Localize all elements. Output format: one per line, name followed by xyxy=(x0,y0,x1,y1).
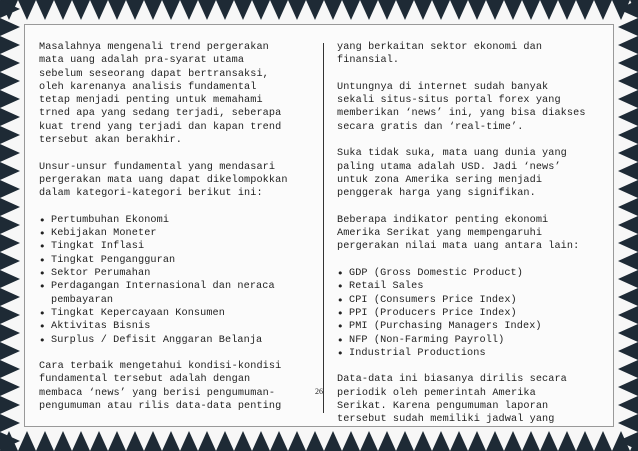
border-triangle xyxy=(180,0,198,20)
list-item: • PPI (Producers Price Index) xyxy=(337,307,593,320)
border-triangle xyxy=(162,0,180,20)
border-left xyxy=(0,0,22,451)
right-paragraph-3: Suka tidak suka, mata uang dunia yang paling utama adalah USD. Jadi ‘news’ untuk zona Amerika sering menjadi penggerak harga yang signifikan. xyxy=(337,148,567,200)
border-triangle xyxy=(0,126,20,144)
border-triangle xyxy=(126,0,144,20)
border-triangle xyxy=(618,180,638,198)
border-triangle xyxy=(618,432,638,450)
border-triangle xyxy=(90,431,108,451)
right-paragraph-5: Data-data ini biasanya dirilis secara periodik oleh pemerintah Amerika Serikat. Karena pengumuman laporan tersebut sudah memiliki jadwal yang xyxy=(337,374,567,426)
left-paragraph-2: Unsur-unsur fundamental yang mendasari pergerakan mata uang dapat dikelompokkan dalam kategori-kategori berikut ini: xyxy=(39,161,288,200)
border-triangle xyxy=(0,432,20,450)
border-triangle xyxy=(72,0,90,20)
list-item: • NFP (Non-Farming Payroll) xyxy=(337,334,593,347)
list-item: • Kebijakan Moneter xyxy=(39,227,315,240)
border-triangle xyxy=(0,360,20,378)
left-column xyxy=(39,41,315,427)
list-item: • Pertumbuhan Ekonomi xyxy=(39,214,315,227)
border-triangle xyxy=(36,431,54,451)
border-triangle xyxy=(324,0,342,20)
border-triangle xyxy=(144,431,162,451)
border-triangle xyxy=(468,0,486,20)
border-triangle xyxy=(252,431,270,451)
list-item: • Perdagangan Internasional dan neraca pembayaran xyxy=(39,280,315,307)
border-triangle xyxy=(90,0,108,20)
border-triangle xyxy=(36,0,54,20)
border-triangle xyxy=(618,234,638,252)
border-triangle xyxy=(270,431,288,451)
list-item: • GDP (Gross Domestic Product) xyxy=(337,267,593,280)
border-triangle xyxy=(450,0,468,20)
content-frame xyxy=(24,24,614,427)
border-triangle xyxy=(618,342,638,360)
border-triangle xyxy=(342,0,360,20)
border-triangle xyxy=(618,0,638,18)
border-triangle xyxy=(72,431,90,451)
border-triangle xyxy=(618,90,638,108)
border-triangle xyxy=(162,431,180,451)
border-triangle xyxy=(0,0,20,18)
border-triangle xyxy=(618,108,638,126)
border-triangle xyxy=(0,288,20,306)
list-item: • Tingkat Inflasi xyxy=(39,240,315,253)
border-triangle xyxy=(0,324,20,342)
border-triangle xyxy=(234,0,252,20)
border-triangle xyxy=(618,396,638,414)
border-triangle xyxy=(378,0,396,20)
border-triangle xyxy=(618,126,638,144)
list-item: • Retail Sales xyxy=(337,280,593,293)
border-triangle xyxy=(108,0,126,20)
border-triangle xyxy=(576,0,594,20)
border-triangle xyxy=(594,0,612,20)
list-item: • PMI (Purchasing Managers Index) xyxy=(337,320,593,333)
border-triangle xyxy=(216,431,234,451)
border-triangle xyxy=(0,270,20,288)
border-triangle xyxy=(432,0,450,20)
border-triangle xyxy=(0,396,20,414)
border-triangle xyxy=(504,0,522,20)
border-triangle xyxy=(198,0,216,20)
list-item: • Surplus / Defisit Anggaran Belanja xyxy=(39,334,315,347)
border-triangle xyxy=(618,162,638,180)
border-triangle xyxy=(618,72,638,90)
border-triangle xyxy=(618,18,638,36)
border-triangle xyxy=(54,431,72,451)
border-triangle xyxy=(216,0,234,20)
border-triangle xyxy=(270,0,288,20)
list-item: • Tingkat Kepercayaan Konsumen xyxy=(39,307,315,320)
list-item: • Tingkat Pengangguran xyxy=(39,254,315,267)
list-item: • Aktivitas Bisnis xyxy=(39,320,315,333)
left-paragraph-3: Cara terbaik mengetahui kondisi-kondisi fundamental tersebut adalah dengan membaca ‘news’ yang berisi pengumuman- pengumuman atau rilis data-data penting xyxy=(39,361,282,413)
border-triangle xyxy=(180,431,198,451)
border-triangle xyxy=(0,36,20,54)
border-triangle xyxy=(306,431,324,451)
border-triangle xyxy=(618,216,638,234)
right-paragraph-4: Beberapa indikator penting ekonomi Amerika Serikat yang mempengaruhi pergerakan nilai mata uang antara lain: xyxy=(337,214,580,253)
border-triangle xyxy=(396,0,414,20)
border-triangle xyxy=(540,0,558,20)
right-column xyxy=(337,41,593,440)
left-paragraph-1: Masalahnya mengenali trend pergerakan mata uang adalah pra-syarat utama sebelum seseorang dapat bertransaksi, oleh karenanya analisis fundamental tetap menjadi penting untuk memahami trned apa yang sedang terjadi, seberapa kuat trend yang terjadi dan kapan trend tersebut akan berakhir. xyxy=(39,42,282,147)
column-divider xyxy=(323,43,324,413)
border-triangle xyxy=(108,431,126,451)
border-triangle xyxy=(0,90,20,108)
border-triangle xyxy=(0,162,20,180)
border-triangle xyxy=(288,0,306,20)
border-triangle xyxy=(252,0,270,20)
border-triangle xyxy=(618,36,638,54)
border-triangle xyxy=(0,108,20,126)
border-triangle xyxy=(0,252,20,270)
border-triangle xyxy=(618,360,638,378)
border-triangle xyxy=(126,431,144,451)
border-triangle xyxy=(0,72,20,90)
right-paragraph-2: Untungnya di internet sudah banyak sekali situs-situs portal forex yang memberikan ‘news’ ini, yang bisa diakses secara gratis dan ‘real-time’. xyxy=(337,81,586,133)
border-triangle xyxy=(54,0,72,20)
list-item: • Industrial Productions xyxy=(337,347,593,360)
border-triangle xyxy=(0,306,20,324)
border-triangle xyxy=(486,0,504,20)
border-triangle xyxy=(0,180,20,198)
border-triangle xyxy=(0,198,20,216)
border-triangle xyxy=(618,288,638,306)
border-triangle xyxy=(144,0,162,20)
border-triangle xyxy=(198,431,216,451)
list-item: • Sektor Perumahan xyxy=(39,267,315,280)
border-triangle xyxy=(0,342,20,360)
border-triangle xyxy=(618,144,638,162)
border-triangle xyxy=(360,0,378,20)
border-triangle xyxy=(0,18,20,36)
border-triangle xyxy=(558,0,576,20)
border-triangle xyxy=(618,54,638,72)
border-triangle xyxy=(0,54,20,72)
border-triangle xyxy=(618,270,638,288)
border-triangle xyxy=(0,414,20,432)
border-triangle xyxy=(0,144,20,162)
border-triangle xyxy=(594,431,612,451)
border-triangle xyxy=(0,216,20,234)
list-item: • CPI (Consumers Price Index) xyxy=(337,294,593,307)
border-top xyxy=(0,0,638,22)
right-paragraph-1: yang berkaitan sektor ekonomi dan finansial. xyxy=(337,42,543,67)
border-triangle xyxy=(618,306,638,324)
border-triangle xyxy=(618,252,638,270)
border-triangle xyxy=(618,414,638,432)
border-triangle xyxy=(0,234,20,252)
fundamental-list xyxy=(39,214,315,347)
border-triangle xyxy=(414,0,432,20)
border-triangle xyxy=(306,0,324,20)
page-number: 26 xyxy=(315,387,323,396)
border-triangle xyxy=(618,324,638,342)
border-triangle xyxy=(234,431,252,451)
border-right xyxy=(616,0,638,451)
border-triangle xyxy=(618,198,638,216)
indicator-list xyxy=(337,267,593,360)
border-triangle xyxy=(288,431,306,451)
border-triangle xyxy=(522,0,540,20)
